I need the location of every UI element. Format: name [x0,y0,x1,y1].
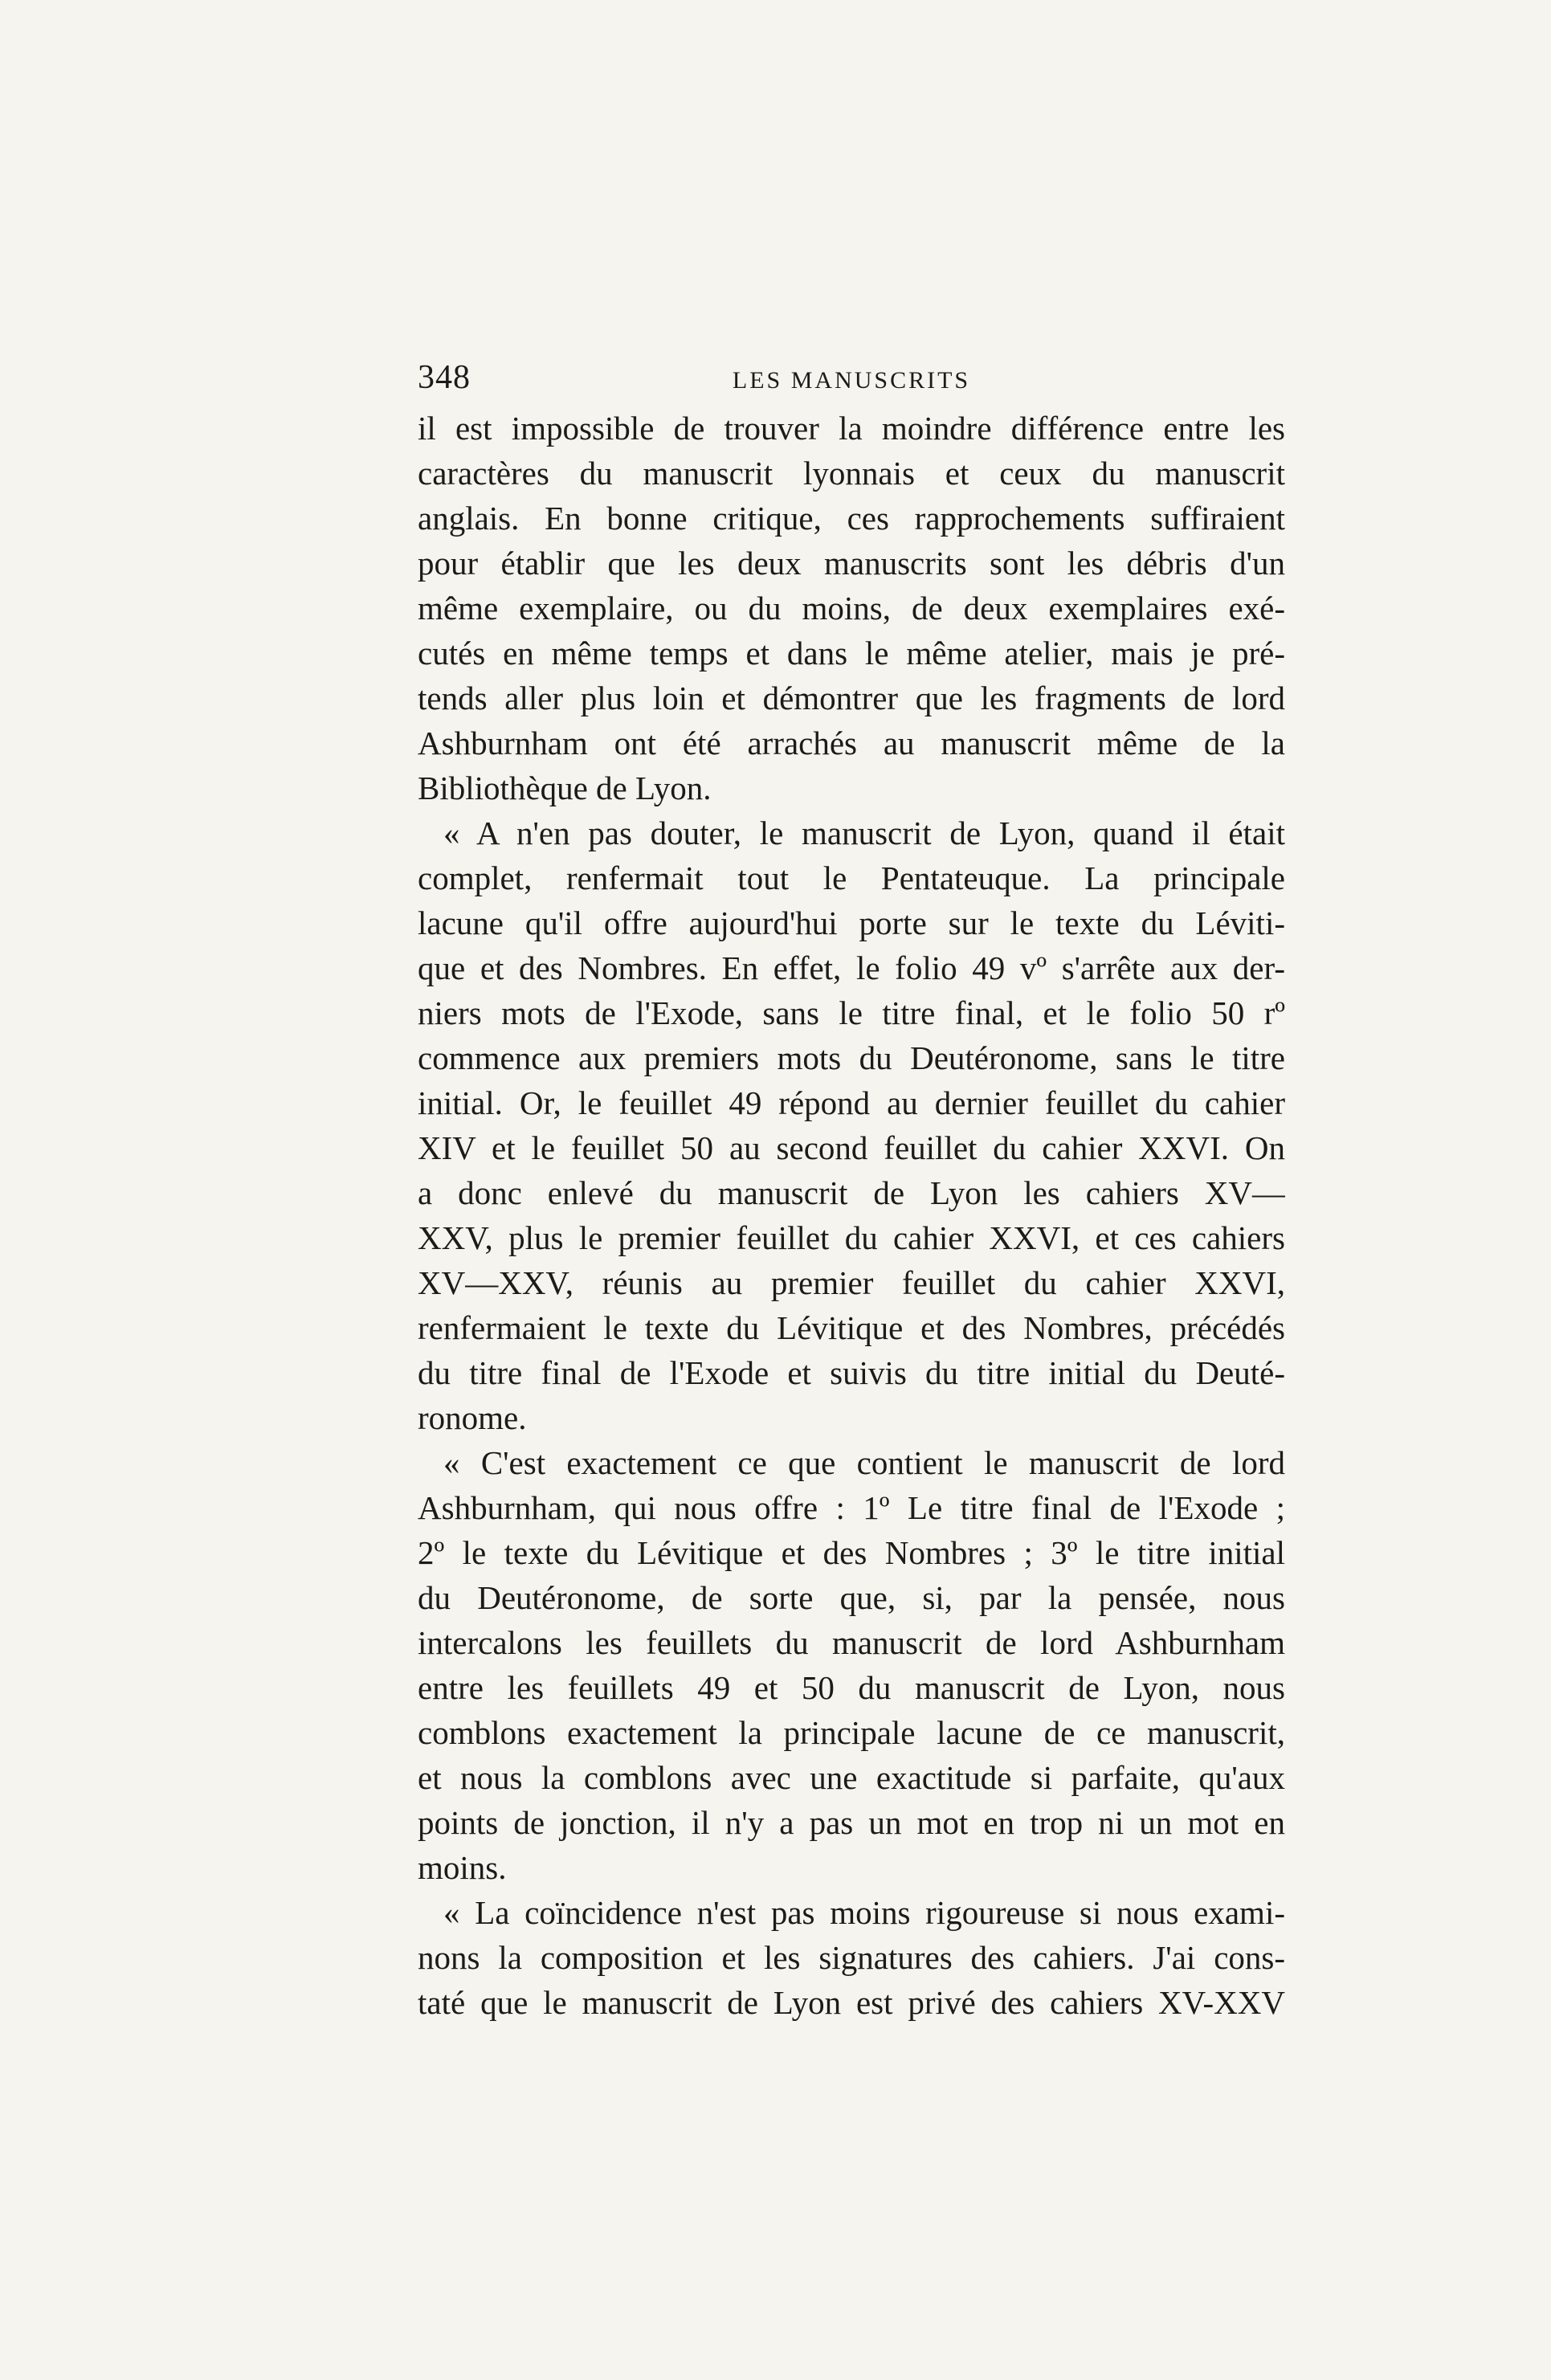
text-line: cutés en même temps et dans le même atelier, mais je pré- [418,635,1285,672]
text-line: niers mots de l'Exode, sans le titre final, et le folio 50 rº [418,994,1285,1031]
text-line: 2º le texte du Lévitique et des Nombres ; 3º le titre initial [418,1534,1285,1571]
text-line: taté que le manuscrit de Lyon est privé des cahiers XV-XXV [418,1984,1285,2021]
text-line: renfermaient le texte du Lévitique et des Nombres, précédés [418,1309,1285,1346]
text-line: comblons exactement la principale lacune de ce manuscrit, [418,1714,1285,1751]
page-number: 348 [418,359,471,396]
text-line: complet, renfermait tout le Pentateuque. La principale [418,859,1285,896]
text-line: ronome. [418,1399,527,1436]
text-line: « La coïncidence n'est pas moins rigoureuse si nous exami- [443,1894,1285,1931]
text-line: caractères du manuscrit lyonnais et ceux du manuscrit [418,455,1285,492]
text-line: Ashburnham, qui nous offre : 1º Le titre final de l'Exode ; [418,1489,1285,1526]
running-head: LES MANUSCRITS [732,367,971,394]
text-line: Ashburnham ont été arrachés au manuscrit même de la [418,725,1285,761]
text-line: tends aller plus loin et démontrer que les fragments de lord [418,680,1285,716]
page-header [418,353,1285,402]
text-line: et nous la comblons avec une exactitude si parfaite, qu'aux [418,1759,1285,1796]
text-line: anglais. En bonne critique, ces rapprochements suffiraient [418,500,1285,537]
paragraph-1 [418,406,1285,810]
text-line: commence aux premiers mots du Deutéronome, sans le titre [418,1039,1285,1076]
text-line: même exemplaire, ou du moins, de deux exemplaires exé- [418,590,1285,627]
paragraph-4 [418,1890,1285,2025]
text-line: points de jonction, il n'y a pas un mot en trop ni un mot en [418,1804,1285,1841]
text-line: « A n'en pas douter, le manuscrit de Lyon, quand il était [443,814,1285,851]
text-line: initial. Or, le feuillet 49 répond au dernier feuillet du cahier [418,1084,1285,1121]
text-line: du titre final de l'Exode et suivis du titre initial du Deuté- [418,1354,1285,1391]
text-line: du Deutéronome, de sorte que, si, par la pensée, nous [418,1579,1285,1616]
text-line: moins. [418,1849,507,1886]
text-line: a donc enlevé du manuscrit de Lyon les cahiers XV— [418,1174,1285,1211]
text-line: XIV et le feuillet 50 au second feuillet du cahier XXVI. On [418,1129,1285,1166]
paragraph-2 [418,810,1285,1440]
paragraph-3 [418,1440,1285,1890]
text-line: nons la composition et les signatures des cahiers. J'ai cons- [418,1939,1285,1976]
text-line: pour établir que les deux manuscrits sont les débris d'un [418,545,1285,582]
text-line: lacune qu'il offre aujourd'hui porte sur le texte du Léviti- [418,904,1285,941]
text-line: XV—XXV, réunis au premier feuillet du cahier XXVI, [418,1264,1285,1301]
text-line: intercalons les feuillets du manuscrit de lord Ashburnham [418,1624,1285,1661]
text-line: XXV, plus le premier feuillet du cahier XXVI, et ces cahiers [418,1219,1285,1256]
text-line: il est impossible de trouver la moindre différence entre les [418,410,1285,447]
body-text [418,406,1285,2025]
text-line: Bibliothèque de Lyon. [418,770,712,806]
text-line: « C'est exactement ce que contient le manuscrit de lord [443,1444,1285,1481]
text-line: que et des Nombres. En effet, le folio 49 vº s'arrête aux der- [418,949,1285,986]
text-line: entre les feuillets 49 et 50 du manuscrit de Lyon, nous [418,1669,1285,1706]
